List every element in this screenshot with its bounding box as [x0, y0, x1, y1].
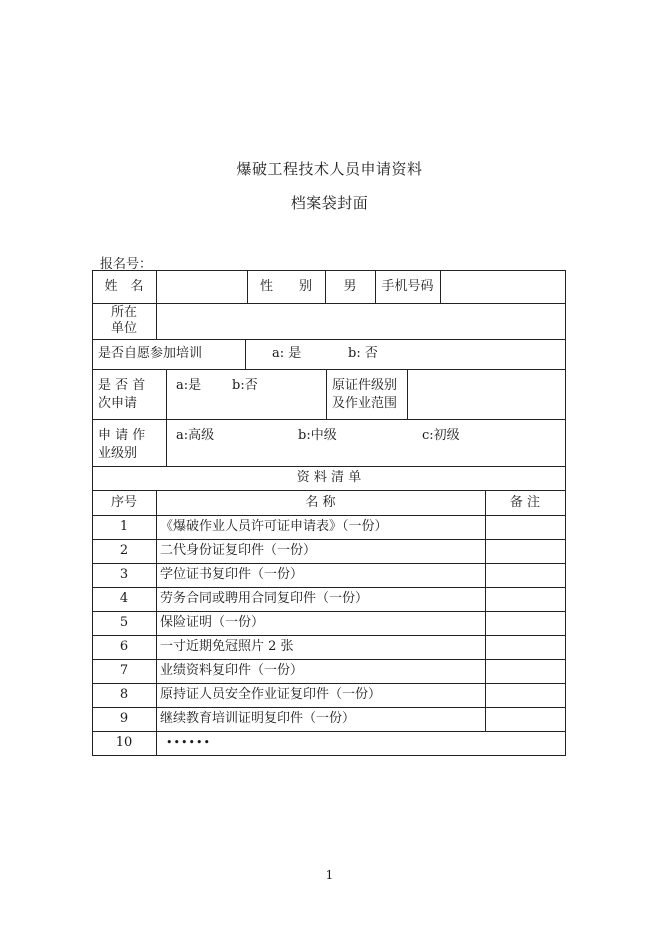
list-item-name: 学位证书复印件（一份）: [160, 567, 304, 582]
phone-field[interactable]: [441, 271, 565, 302]
original-cert-field[interactable]: [408, 370, 565, 418]
list-item-no: 10: [115, 735, 133, 750]
unit-label-line1: 所在: [110, 305, 137, 320]
table-border-line: [92, 563, 566, 564]
list-item-name: ••••••: [166, 736, 211, 749]
first-application-option-no[interactable]: b:否: [232, 378, 258, 393]
apply-level-option-intermediate[interactable]: b:中级: [298, 428, 337, 443]
table-border-line: [92, 731, 566, 732]
document-subtitle: 档案袋封面: [290, 194, 369, 212]
list-item-no: 9: [119, 711, 129, 726]
table-border-line: [92, 659, 566, 660]
table-border-line: [485, 490, 486, 731]
table-border-line: [92, 755, 566, 756]
list-item-name: 原持证人员安全作业证复印件（一份）: [160, 687, 382, 702]
apply-level-label-line1: 申 请 作: [98, 428, 146, 443]
table-border-line: [326, 369, 327, 419]
table-border-line: [92, 539, 566, 540]
original-cert-label-line2: 及作业范围: [332, 396, 398, 411]
registration-number-label: 报名号：: [100, 257, 153, 272]
list-item-name: 《爆破作业人员许可证申请表》（一份）: [160, 519, 388, 534]
list-item-name: 劳务合同或聘用合同复印件（一份）: [160, 591, 369, 606]
table-border-line: [92, 611, 566, 612]
list-item-no: 4: [119, 591, 129, 606]
name-label: 姓 名: [104, 279, 144, 294]
table-border-line: [92, 635, 566, 636]
table-border-line: [92, 270, 93, 755]
table-border-line: [245, 339, 246, 369]
table-border-line: [92, 466, 566, 467]
unit-label-line2: 单位: [110, 321, 137, 336]
column-header-name: 名 称: [305, 495, 336, 510]
table-border-line: [92, 419, 566, 420]
table-border-line: [92, 683, 566, 684]
table-border-line: [92, 587, 566, 588]
materials-list-header: 资 料 清 单: [296, 470, 362, 485]
list-item-no: 3: [119, 567, 129, 582]
table-border-line: [92, 490, 566, 491]
list-item-name: 保险证明（一份）: [160, 615, 265, 630]
table-border-line: [92, 339, 566, 340]
list-item-no: 2: [119, 543, 129, 558]
name-field[interactable]: [157, 271, 246, 302]
table-border-line: [166, 419, 167, 466]
list-item-no: 7: [119, 663, 129, 678]
list-item-no: 1: [119, 519, 129, 534]
document-title: 爆破工程技术人员申请资料: [236, 160, 423, 178]
list-item-no: 5: [119, 615, 129, 630]
apply-level-option-junior[interactable]: c:初级: [422, 428, 460, 443]
list-item-name: 二代身份证复印件（一份）: [160, 543, 317, 558]
list-item-no: 6: [119, 639, 129, 654]
list-item-name: 业绩资料复印件（一份）: [160, 663, 304, 678]
unit-field[interactable]: [157, 304, 565, 338]
table-border-line: [565, 270, 566, 755]
table-border-line: [92, 515, 566, 516]
table-border-line: [156, 490, 157, 755]
apply-level-label-line2: 业级别: [98, 446, 138, 461]
voluntary-training-label: 是否自愿参加培训: [98, 346, 203, 361]
list-item-no: 8: [119, 687, 129, 702]
voluntary-option-no[interactable]: b: 否: [348, 346, 378, 361]
first-application-label-line2: 次申请: [98, 396, 138, 411]
column-header-no: 序号: [110, 495, 137, 510]
original-cert-label-line1: 原证件级别: [332, 378, 398, 393]
voluntary-option-yes[interactable]: a: 是: [272, 346, 302, 361]
first-application-option-yes[interactable]: a:是: [176, 378, 202, 393]
gender-label: 性 别: [259, 279, 312, 294]
apply-level-option-senior[interactable]: a:高级: [176, 428, 215, 443]
table-border-line: [92, 707, 566, 708]
table-border-line: [166, 369, 167, 419]
column-header-remark: 备 注: [509, 495, 541, 510]
phone-label: 手机号码: [381, 279, 434, 294]
first-application-label-line1: 是 否 首: [98, 378, 146, 393]
list-item-name: 一寸近期免冠照片 2 张: [160, 639, 294, 654]
page-number: 1: [325, 868, 334, 882]
list-item-name: 继续教育培训证明复印件（一份）: [160, 711, 356, 726]
gender-value[interactable]: 男: [343, 279, 357, 294]
